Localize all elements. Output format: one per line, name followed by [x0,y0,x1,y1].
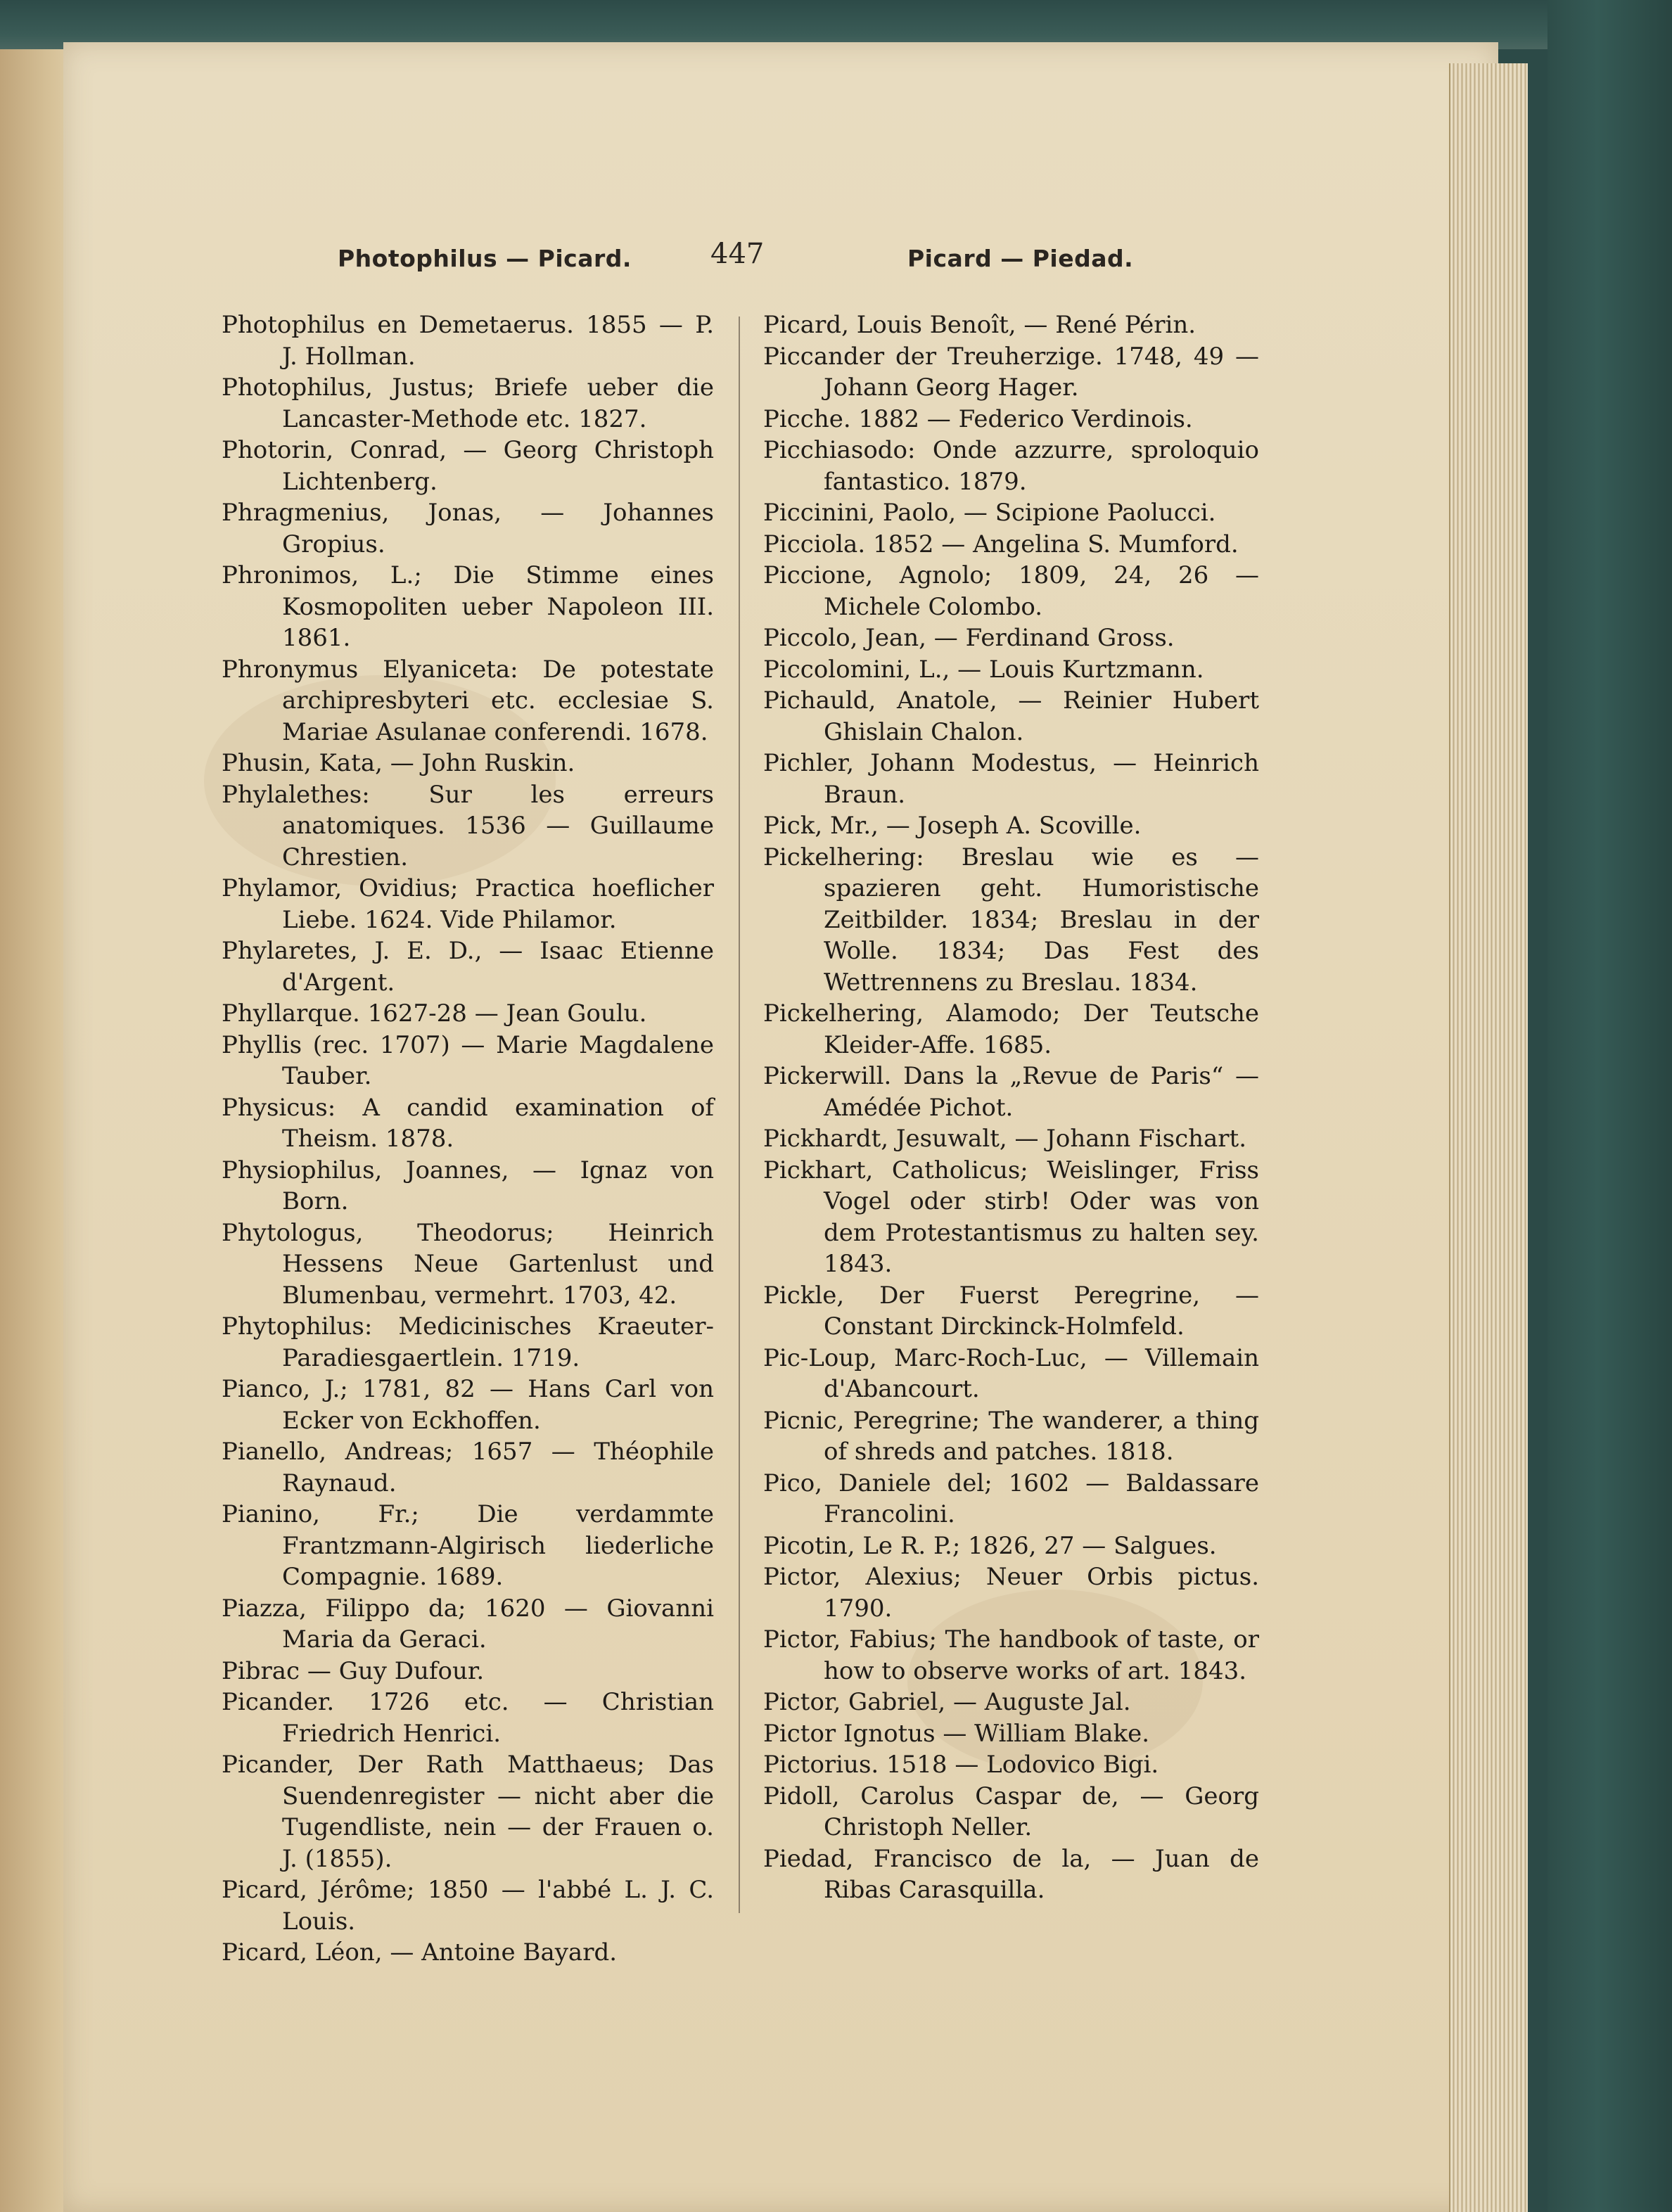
index-entry: Phylalethes: Sur les erreurs anatomiques. 1536 — Guillaume Chrestien. [222,780,714,871]
index-entry: Phylaretes, J. E. D., — Isaac Etienne d'Argent. [222,937,714,997]
index-entry: Pianello, Andreas; 1657 — Théophile Raynaud. [222,1438,714,1497]
index-entry: Pictor, Gabriel, — Auguste Jal. [763,1688,1131,1716]
index-entry: Phyllarque. 1627-28 — Jean Goulu. [222,999,647,1028]
index-entry: Piccione, Agnolo; 1809, 24, 26 — Michele Colombo. [763,561,1259,621]
index-entry: Piazza, Filippo da; 1620 — Giovanni Maria da Geraci. [222,1594,714,1654]
index-entry: Pic-Loup, Marc-Roch-Luc, — Villemain d'Abancourt. [763,1343,1259,1403]
index-entry: Pictor, Fabius; The handbook of taste, or how to observe works of art. 1843. [763,1625,1259,1685]
index-entry: Picard, Louis Benoît, — René Périn. [763,311,1196,339]
index-entry: Piccolo, Jean, — Ferdinand Gross. [763,624,1175,652]
index-entry: Phronimos, L.; Die Stimme eines Kosmopoliten ueber Napoleon III. 1861. [222,561,714,652]
index-entry: Pichler, Johann Modestus, — Heinrich Braun. [763,749,1259,809]
index-entry: Physiophilus, Joannes, — Ignaz von Born. [222,1156,714,1215]
index-entry: Physicus: A candid examination of Theism. 1878. [222,1093,714,1153]
index-entry: Picard, Jérôme; 1850 — l'abbé L. J. C. Louis. [222,1876,714,1936]
index-entry: Photophilus, Justus; Briefe ueber die Lancaster-Methode etc. 1827. [222,373,714,433]
index-entry: Picard, Léon, — Antoine Bayard. [222,1938,618,1967]
index-entry: Pickhart, Catholicus; Weislinger, Friss Vogel oder stirb! Oder was von dem Protestantismus zu halten sey. 1843. [763,1156,1259,1278]
index-entry: Piccander der Treuherzige. 1748, 49 — Johann Georg Hager. [763,342,1259,402]
index-entry: Phytologus, Theodorus; Heinrich Hessens Neue Gartenlust und Blumenbau, vermehrt. 1703, 42. [222,1218,714,1310]
index-entry: Piccinini, Paolo, — Scipione Paolucci. [763,499,1216,527]
column-divider [739,317,740,1913]
index-entry: Picciola. 1852 — Angelina S. Mumford. [763,530,1239,558]
index-entry: Pictor Ignotus — William Blake. [763,1719,1149,1748]
index-entry: Picche. 1882 — Federico Verdinois. [763,404,1193,433]
index-entry: Photophilus en Demetaerus. 1855 — P. J. Hollman. [222,311,714,371]
index-entry: Pickelhering: Breslau wie es — spazieren geht. Humoristische Zeitbilder. 1834; Breslau in der Wolle. 1834; Das Fest des Wettrennens zu Breslau. 1834. [763,843,1259,997]
index-entry: Photorin, Conrad, — Georg Christoph Lichtenberg. [222,436,714,496]
index-entry: Pianino, Fr.; Die verdammte Frantzmann-Algirisch liederliche Compagnie. 1689. [222,1500,714,1591]
index-entry: Picotin, Le R. P.; 1826, 27 — Salgues. [763,1531,1217,1560]
page-block-edges [1449,63,1528,2212]
index-entry: Pianco, J.; 1781, 82 — Hans Carl von Ecker von Eckhoffen. [222,1375,714,1435]
index-entry: Picchiasodo: Onde azzurre, sproloquio fantastico. 1879. [763,436,1259,496]
index-entry: Pibrac — Guy Dufour. [222,1656,485,1685]
index-entry: Pickhardt, Jesuwalt, — Johann Fischart. [763,1125,1247,1153]
index-entry: Picnic, Peregrine; The wanderer, a thing of shreds and patches. 1818. [763,1406,1259,1466]
index-entry: Piccolomini, L., — Louis Kurtzmann. [763,655,1204,684]
index-entry: Phytophilus: Medicinisches Kraeuter-Paradiesgaertlein. 1719. [222,1312,714,1372]
index-entry: Pico, Daniele del; 1602 — Baldassare Francolini. [763,1469,1259,1528]
left-column [222,309,714,1969]
page-number: 447 [710,238,765,270]
index-entry: Pick, Mr., — Joseph A. Scoville. [763,812,1142,840]
index-entry: Phronymus Elyaniceta: De potestate archipresbyteri etc. ecclesiae S. Mariae Asulanae conferendi. 1678. [222,655,714,746]
index-entry: Pickerwill. Dans la „Revue de Paris“ — Amédée Pichot. [763,1062,1259,1122]
running-header-left: Photophilus — Picard. [338,245,632,272]
running-header-right: Picard — Piedad. [907,245,1134,272]
index-entry: Phragmenius, Jonas, — Johannes Gropius. [222,499,714,558]
index-entry: Phylamor, Ovidius; Practica hoeflicher Liebe. 1624. Vide Philamor. [222,874,714,934]
index-entry: Phusin, Kata, — John Ruskin. [222,749,575,777]
index-entry: Pictorius. 1518 — Lodovico Bigi. [763,1751,1159,1779]
index-entry: Pidoll, Carolus Caspar de, — Georg Christoph Neller. [763,1782,1259,1841]
index-entry: Pictor, Alexius; Neuer Orbis pictus. 1790. [763,1563,1259,1623]
index-entry: Piedad, Francisco de la, — Juan de Ribas Carasquilla. [763,1844,1259,1904]
index-entry: Pickelhering, Alamodo; Der Teutsche Kleider-Affe. 1685. [763,999,1259,1059]
index-entry: Picander. 1726 etc. — Christian Friedrich Henrici. [222,1688,714,1748]
book-cover-edge [1547,0,1672,2212]
right-column [763,309,1259,1906]
index-entry: Pickle, Der Fuerst Peregrine, — Constant Dirckinck-Holmfeld. [763,1281,1259,1341]
index-entry: Phyllis (rec. 1707) — Marie Magdalene Tauber. [222,1030,714,1090]
index-entry: Pichauld, Anatole, — Reinier Hubert Ghislain Chalon. [763,686,1259,746]
index-entry: Picander, Der Rath Matthaeus; Das Suendenregister — nicht aber die Tugendliste, nein — der Frauen o. J. (1855). [222,1751,714,1873]
